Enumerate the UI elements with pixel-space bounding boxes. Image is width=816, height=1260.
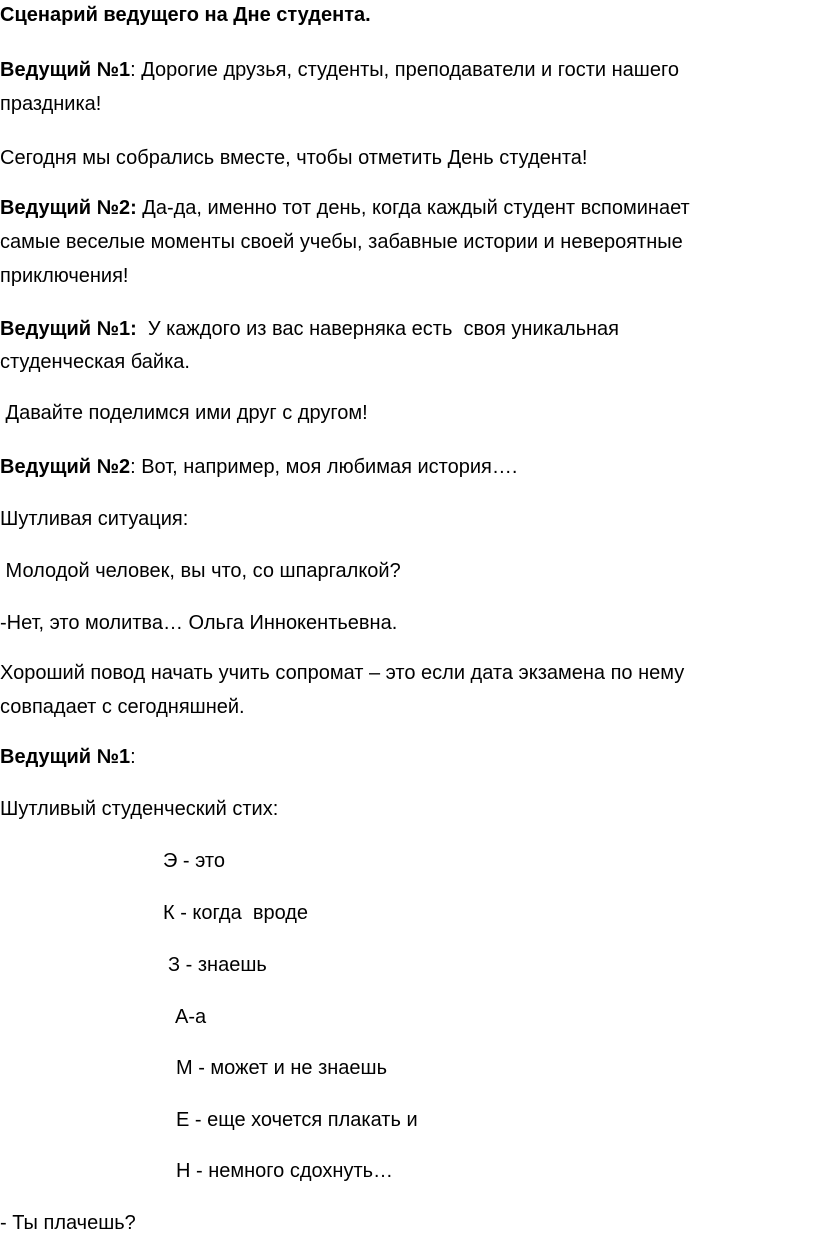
poem-line: З - знаешь — [168, 954, 267, 976]
paragraph-line: приключения! — [0, 265, 129, 287]
speech-text: : Дорогие друзья, студенты, преподаватели и гости нашего — [130, 59, 679, 81]
paragraph-share: Давайте поделимся ими друг с другом! — [0, 402, 368, 424]
poem-line: К - когда вроде — [163, 902, 309, 924]
speaker-label: Ведущий №1: — [0, 318, 137, 340]
paragraph-host1-greeting — [0, 58, 679, 84]
paragraph-line: самые веселые моменты своей учебы, забавные истории и невероятные — [0, 231, 683, 253]
paragraph-poem-heading: Шутливый студенческий стих: — [0, 798, 279, 820]
speaker-label: Ведущий №2 — [0, 456, 131, 478]
speaker-label: Ведущий №1 — [0, 746, 131, 768]
paragraph-today: Сегодня мы собрались вместе, чтобы отметить День студента! — [0, 147, 588, 169]
speech-text: : — [130, 746, 136, 768]
paragraph-line: совпадает с сегодняшней. — [0, 696, 245, 718]
poem-line: Э - это — [163, 850, 225, 872]
paragraph-sopromat: Хороший повод начать учить сопромат – это если дата экзамена по нему — [0, 662, 685, 684]
paragraph-host2-story — [0, 455, 517, 481]
speech-text: У каждого из вас наверняка есть своя уникальная — [136, 318, 620, 340]
paragraph-dialogue-question: Молодой человек, вы что, со шпаргалкой? — [0, 560, 401, 582]
poem-line: Е - еще хочется плакать и — [176, 1109, 418, 1131]
document-title: Сценарий ведущего на Дне студента. — [0, 4, 371, 26]
speech-text: : Вот, например, моя любимая история…. — [130, 456, 518, 478]
paragraph-host2 — [0, 196, 690, 222]
paragraph-crying-question: - Ты плачешь? — [0, 1212, 136, 1234]
speaker-label: Ведущий №1 — [0, 59, 131, 81]
speaker-label: Ведущий №2: — [0, 197, 137, 219]
poem-line: Н - немного сдохнуть… — [176, 1160, 394, 1182]
paragraph-host1-story — [0, 317, 619, 343]
poem-line: А-а — [175, 1006, 207, 1028]
paragraph-situation-heading: Шутливая ситуация: — [0, 508, 189, 530]
paragraph-host1-poem — [0, 745, 136, 771]
paragraph-line: праздника! — [0, 93, 102, 115]
speech-text: Да-да, именно тот день, когда каждый студент вспоминает — [136, 197, 690, 219]
paragraph-dialogue-answer: -Нет, это молитва… Ольга Иннокентьевна. — [0, 612, 398, 634]
poem-line: М - может и не знаешь — [176, 1057, 388, 1079]
paragraph-line: студенческая байка. — [0, 351, 190, 373]
